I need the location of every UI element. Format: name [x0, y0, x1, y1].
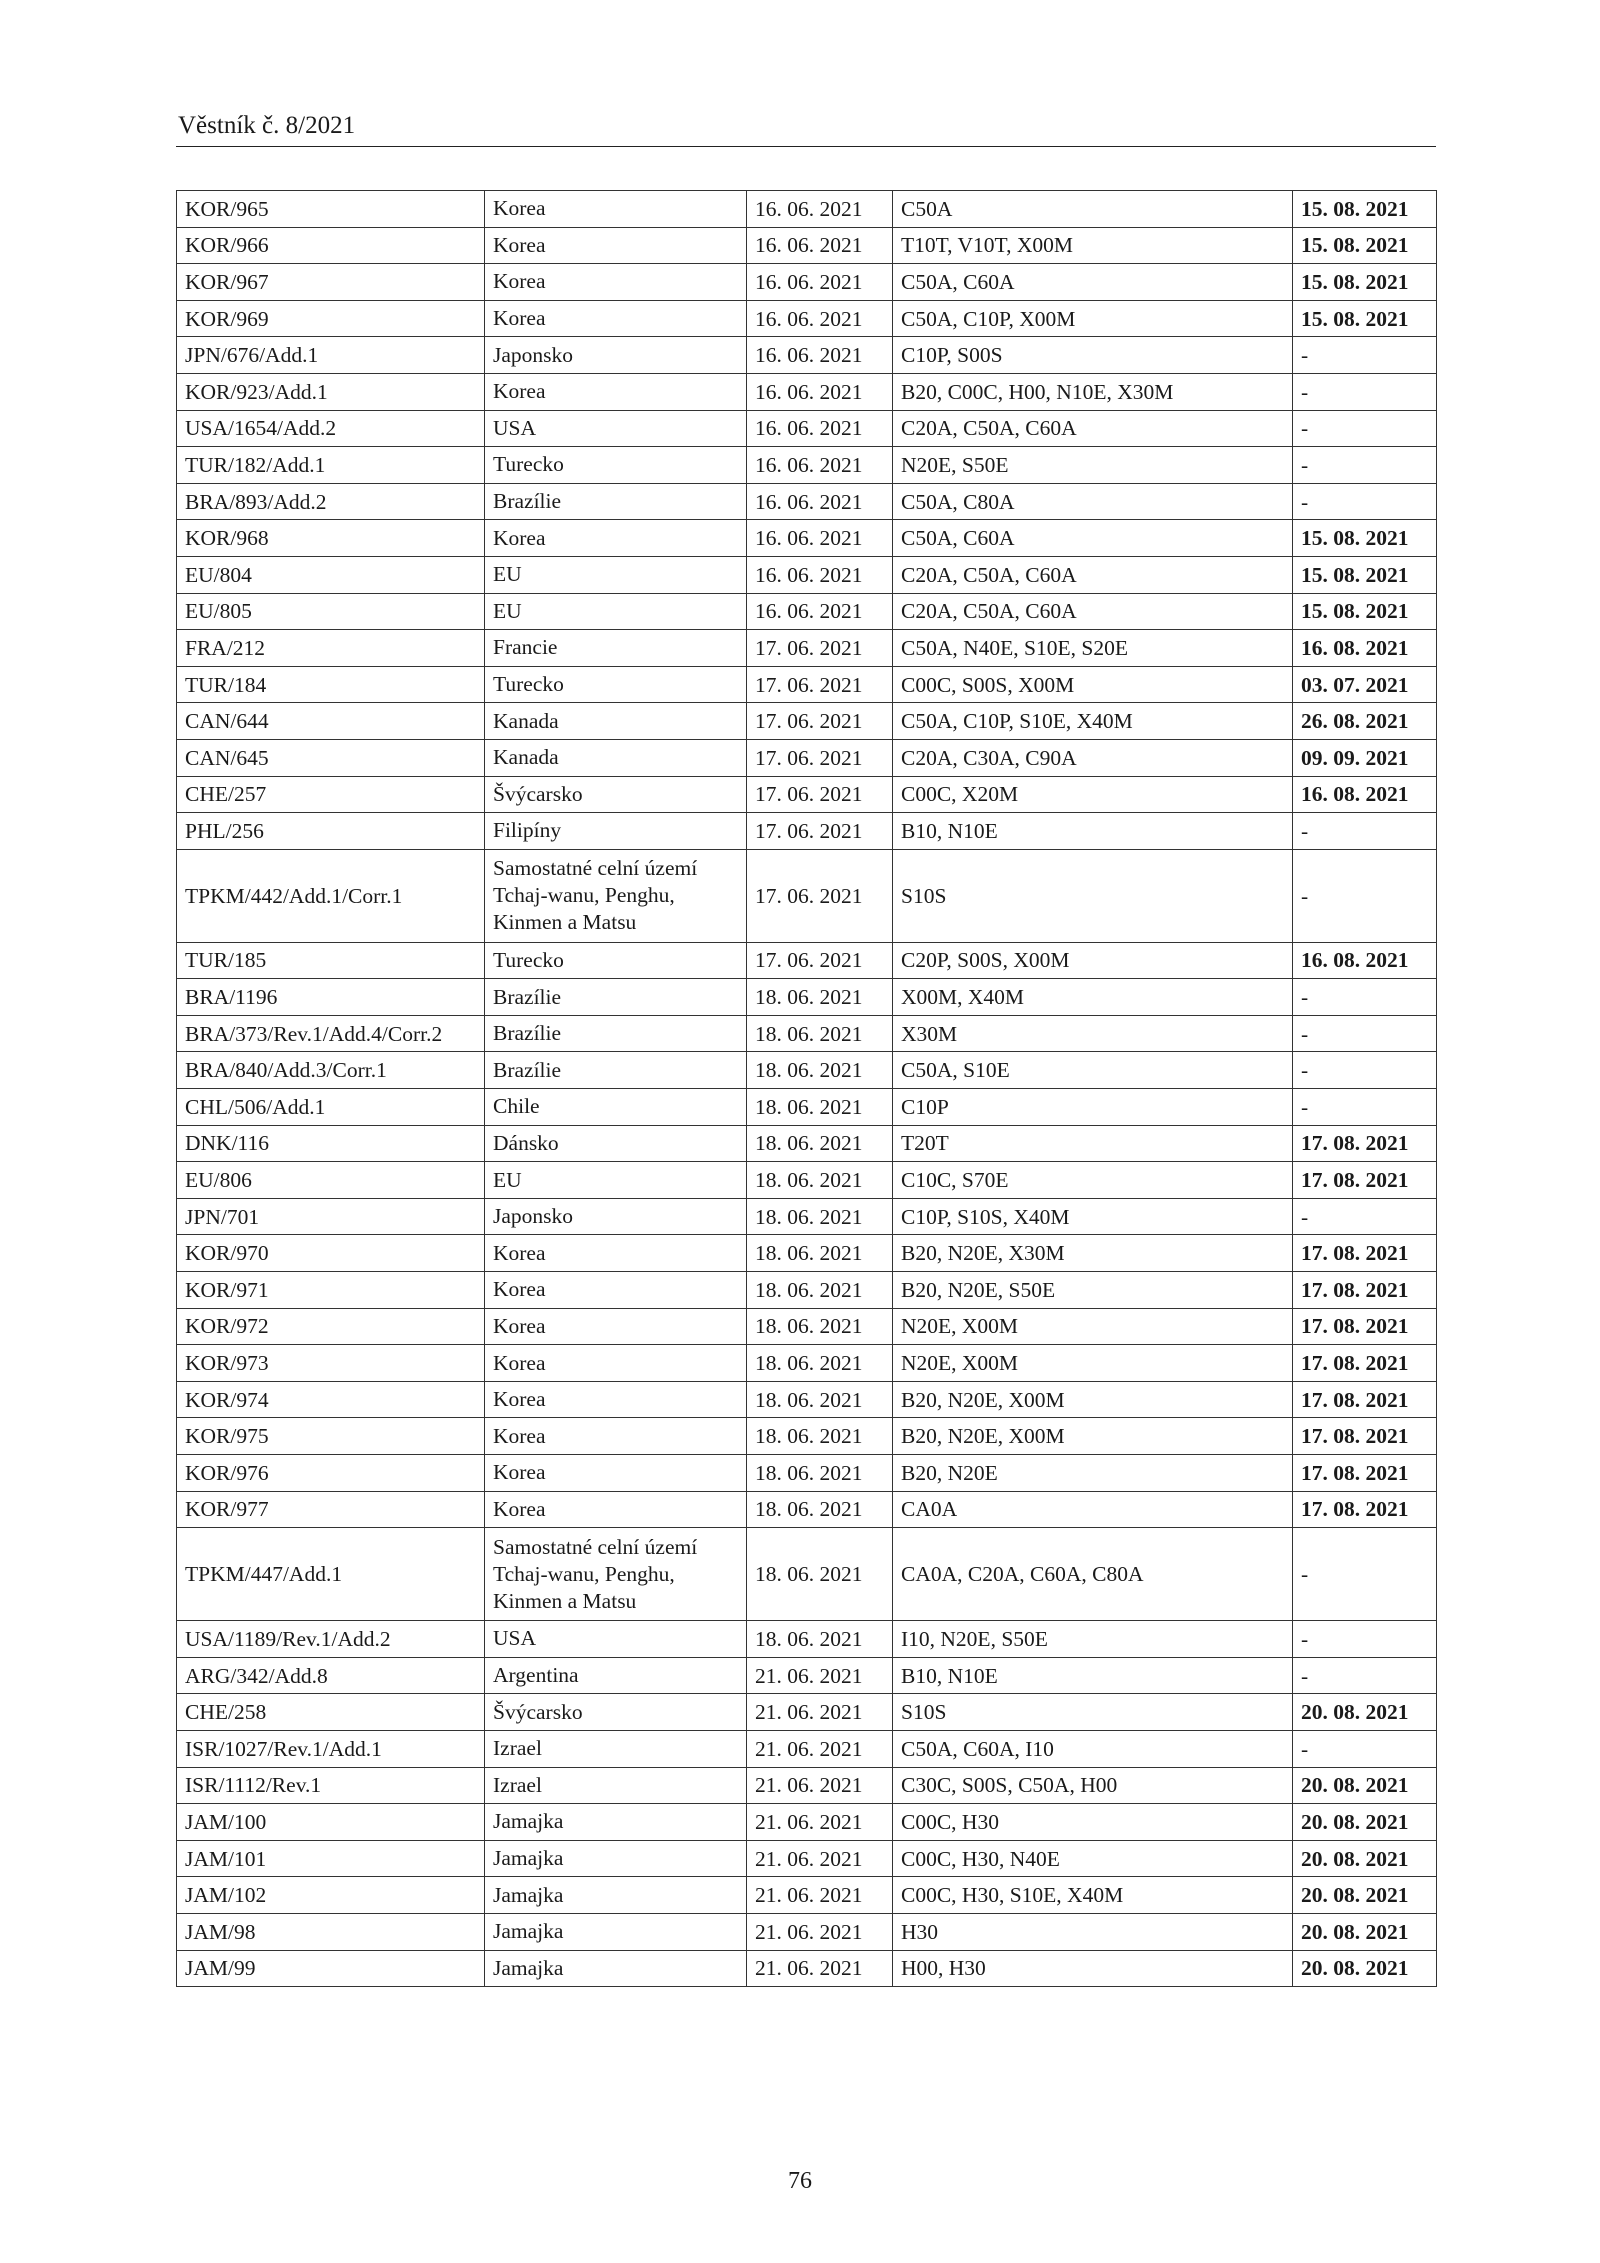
table-row [177, 776, 1437, 813]
page-header [176, 110, 1436, 147]
table-row [177, 1235, 1437, 1272]
document-code-cell: TPKM/447/Add.1 [177, 1528, 485, 1621]
table-row [177, 337, 1437, 374]
country-cell: Izrael [485, 1767, 747, 1804]
product-codes-cell: B20, N20E, X00M [893, 1418, 1293, 1455]
document-code-cell: KOR/923/Add.1 [177, 373, 485, 410]
country-cell: Brazílie [485, 1052, 747, 1089]
date-cell: 21. 06. 2021 [747, 1767, 893, 1804]
country-cell: Korea [485, 520, 747, 557]
date-cell: 21. 06. 2021 [747, 1730, 893, 1767]
date-cell: 18. 06. 2021 [747, 1381, 893, 1418]
country-cell: Japonsko [485, 1198, 747, 1235]
table-body [177, 191, 1437, 1987]
product-codes-cell: B10, N10E [893, 813, 1293, 850]
product-codes-cell: C20A, C30A, C90A [893, 739, 1293, 776]
deadline-cell: - [1293, 1015, 1437, 1052]
journal-title: Věstník č. 8/2021 [178, 112, 356, 139]
product-codes-cell: S10S [893, 849, 1293, 942]
product-codes-cell: C50A, C60A, I10 [893, 1730, 1293, 1767]
date-cell: 21. 06. 2021 [747, 1804, 893, 1841]
deadline-cell: 17. 08. 2021 [1293, 1455, 1437, 1492]
table-row [177, 1125, 1437, 1162]
product-codes-cell: B20, N20E, X30M [893, 1235, 1293, 1272]
country-cell: Brazílie [485, 483, 747, 520]
table-row [177, 1455, 1437, 1492]
deadline-cell: - [1293, 849, 1437, 942]
notifications-table [176, 190, 1437, 1987]
deadline-cell: - [1293, 1089, 1437, 1126]
country-cell: Švýcarsko [485, 776, 747, 813]
country-cell: Argentina [485, 1657, 747, 1694]
date-cell: 16. 06. 2021 [747, 300, 893, 337]
document-code-cell: ISR/1027/Rev.1/Add.1 [177, 1730, 485, 1767]
product-codes-cell: C00C, H30, S10E, X40M [893, 1877, 1293, 1914]
product-codes-cell: C10C, S70E [893, 1162, 1293, 1199]
document-code-cell: BRA/1196 [177, 979, 485, 1016]
document-code-cell: FRA/212 [177, 630, 485, 667]
table-row [177, 1491, 1437, 1528]
document-code-cell: JAM/98 [177, 1913, 485, 1950]
date-cell: 21. 06. 2021 [747, 1913, 893, 1950]
product-codes-cell: H30 [893, 1913, 1293, 1950]
country-cell: Korea [485, 300, 747, 337]
deadline-cell: 17. 08. 2021 [1293, 1491, 1437, 1528]
country-cell: Japonsko [485, 337, 747, 374]
deadline-cell: - [1293, 373, 1437, 410]
date-cell: 18. 06. 2021 [747, 1015, 893, 1052]
date-cell: 18. 06. 2021 [747, 1162, 893, 1199]
product-codes-cell: C50A, C60A [893, 520, 1293, 557]
document-code-cell: EU/806 [177, 1162, 485, 1199]
country-cell: Brazílie [485, 979, 747, 1016]
document-code-cell: PHL/256 [177, 813, 485, 850]
deadline-cell: 17. 08. 2021 [1293, 1125, 1437, 1162]
date-cell: 16. 06. 2021 [747, 520, 893, 557]
deadline-cell: 15. 08. 2021 [1293, 227, 1437, 264]
country-cell: Korea [485, 1272, 747, 1309]
document-code-cell: CAN/644 [177, 703, 485, 740]
table-row [177, 849, 1437, 942]
table-row [177, 1877, 1437, 1914]
country-cell: EU [485, 556, 747, 593]
deadline-cell: 17. 08. 2021 [1293, 1418, 1437, 1455]
table-row [177, 1840, 1437, 1877]
table-row [177, 227, 1437, 264]
country-cell: Dánsko [485, 1125, 747, 1162]
deadline-cell: - [1293, 1621, 1437, 1658]
document-code-cell: KOR/970 [177, 1235, 485, 1272]
country-cell: USA [485, 410, 747, 447]
date-cell: 18. 06. 2021 [747, 1052, 893, 1089]
country-cell: Brazílie [485, 1015, 747, 1052]
date-cell: 16. 06. 2021 [747, 337, 893, 374]
deadline-cell: 17. 08. 2021 [1293, 1345, 1437, 1382]
country-cell: Samostatné celní území Tchaj-wanu, Penghu, Kinmen a Matsu [485, 1528, 747, 1621]
date-cell: 17. 06. 2021 [747, 703, 893, 740]
date-cell: 21. 06. 2021 [747, 1657, 893, 1694]
deadline-cell: - [1293, 1052, 1437, 1089]
deadline-cell: 15. 08. 2021 [1293, 520, 1437, 557]
product-codes-cell: T20T [893, 1125, 1293, 1162]
country-cell: Turecko [485, 666, 747, 703]
date-cell: 16. 06. 2021 [747, 556, 893, 593]
deadline-cell: 15. 08. 2021 [1293, 300, 1437, 337]
date-cell: 18. 06. 2021 [747, 1418, 893, 1455]
table-row [177, 1657, 1437, 1694]
date-cell: 18. 06. 2021 [747, 1272, 893, 1309]
deadline-cell: - [1293, 1730, 1437, 1767]
product-codes-cell: X00M, X40M [893, 979, 1293, 1016]
date-cell: 16. 06. 2021 [747, 227, 893, 264]
product-codes-cell: X30M [893, 1015, 1293, 1052]
document-code-cell: CHE/258 [177, 1694, 485, 1731]
table-row [177, 630, 1437, 667]
table-row [177, 1272, 1437, 1309]
date-cell: 21. 06. 2021 [747, 1950, 893, 1987]
country-cell: Kanada [485, 703, 747, 740]
table-row [177, 520, 1437, 557]
product-codes-cell: N20E, X00M [893, 1308, 1293, 1345]
document-code-cell: TUR/182/Add.1 [177, 447, 485, 484]
product-codes-cell: C50A, C80A [893, 483, 1293, 520]
table-row [177, 1418, 1437, 1455]
product-codes-cell: C20A, C50A, C60A [893, 410, 1293, 447]
country-cell: Kanada [485, 739, 747, 776]
country-cell: Korea [485, 1235, 747, 1272]
product-codes-cell: CA0A [893, 1491, 1293, 1528]
deadline-cell: 20. 08. 2021 [1293, 1950, 1437, 1987]
product-codes-cell: CA0A, C20A, C60A, C80A [893, 1528, 1293, 1621]
country-cell: Jamajka [485, 1877, 747, 1914]
document-code-cell: EU/804 [177, 556, 485, 593]
product-codes-cell: C10P, S00S [893, 337, 1293, 374]
document-code-cell: KOR/973 [177, 1345, 485, 1382]
country-cell: Korea [485, 227, 747, 264]
deadline-cell: - [1293, 410, 1437, 447]
document-code-cell: KOR/969 [177, 300, 485, 337]
country-cell: Korea [485, 1491, 747, 1528]
document-code-cell: JAM/100 [177, 1804, 485, 1841]
table-row [177, 1950, 1437, 1987]
country-cell: Jamajka [485, 1950, 747, 1987]
document-code-cell: TUR/185 [177, 942, 485, 979]
product-codes-cell: C50A, N40E, S10E, S20E [893, 630, 1293, 667]
deadline-cell: - [1293, 447, 1437, 484]
document-code-cell: KOR/967 [177, 264, 485, 301]
product-codes-cell: C10P, S10S, X40M [893, 1198, 1293, 1235]
document-code-cell: EU/805 [177, 593, 485, 630]
table-row [177, 813, 1437, 850]
country-cell: EU [485, 593, 747, 630]
country-cell: Turecko [485, 447, 747, 484]
deadline-cell: 16. 08. 2021 [1293, 630, 1437, 667]
deadline-cell: 09. 09. 2021 [1293, 739, 1437, 776]
product-codes-cell: B20, N20E [893, 1455, 1293, 1492]
document-code-cell: TUR/184 [177, 666, 485, 703]
document-code-cell: JAM/101 [177, 1840, 485, 1877]
country-cell: Korea [485, 191, 747, 228]
deadline-cell: 17. 08. 2021 [1293, 1272, 1437, 1309]
table-row [177, 1694, 1437, 1731]
table-row [177, 447, 1437, 484]
deadline-cell: 26. 08. 2021 [1293, 703, 1437, 740]
table-row [177, 1381, 1437, 1418]
deadline-cell: - [1293, 483, 1437, 520]
date-cell: 18. 06. 2021 [747, 1198, 893, 1235]
table-row [177, 264, 1437, 301]
deadline-cell: 20. 08. 2021 [1293, 1913, 1437, 1950]
deadline-cell: - [1293, 979, 1437, 1016]
date-cell: 18. 06. 2021 [747, 1125, 893, 1162]
table-row [177, 942, 1437, 979]
deadline-cell: 20. 08. 2021 [1293, 1804, 1437, 1841]
table-row [177, 703, 1437, 740]
table-row [177, 1528, 1437, 1621]
product-codes-cell: S10S [893, 1694, 1293, 1731]
date-cell: 21. 06. 2021 [747, 1694, 893, 1731]
deadline-cell: 17. 08. 2021 [1293, 1162, 1437, 1199]
product-codes-cell: C50A, C10P, X00M [893, 300, 1293, 337]
deadline-cell: - [1293, 1198, 1437, 1235]
country-cell: Izrael [485, 1730, 747, 1767]
product-codes-cell: B20, N20E, S50E [893, 1272, 1293, 1309]
country-cell: USA [485, 1621, 747, 1658]
country-cell: Korea [485, 373, 747, 410]
document-code-cell: JPN/701 [177, 1198, 485, 1235]
deadline-cell: 17. 08. 2021 [1293, 1235, 1437, 1272]
table-row [177, 556, 1437, 593]
table-row [177, 1804, 1437, 1841]
date-cell: 18. 06. 2021 [747, 1235, 893, 1272]
document-code-cell: JAM/102 [177, 1877, 485, 1914]
date-cell: 18. 06. 2021 [747, 1621, 893, 1658]
date-cell: 17. 06. 2021 [747, 776, 893, 813]
table-row [177, 1621, 1437, 1658]
product-codes-cell: C50A, S10E [893, 1052, 1293, 1089]
date-cell: 16. 06. 2021 [747, 447, 893, 484]
date-cell: 17. 06. 2021 [747, 849, 893, 942]
deadline-cell: 20. 08. 2021 [1293, 1767, 1437, 1804]
country-cell: Korea [485, 1308, 747, 1345]
date-cell: 16. 06. 2021 [747, 373, 893, 410]
deadline-cell: 03. 07. 2021 [1293, 666, 1437, 703]
date-cell: 17. 06. 2021 [747, 739, 893, 776]
table-row [177, 1052, 1437, 1089]
date-cell: 18. 06. 2021 [747, 1528, 893, 1621]
document-code-cell: KOR/975 [177, 1418, 485, 1455]
table-row [177, 410, 1437, 447]
country-cell: Jamajka [485, 1913, 747, 1950]
deadline-cell: 15. 08. 2021 [1293, 593, 1437, 630]
document-code-cell: JAM/99 [177, 1950, 485, 1987]
country-cell: Korea [485, 1418, 747, 1455]
table-row [177, 1345, 1437, 1382]
product-codes-cell: C50A [893, 191, 1293, 228]
deadline-cell: 15. 08. 2021 [1293, 556, 1437, 593]
product-codes-cell: I10, N20E, S50E [893, 1621, 1293, 1658]
deadline-cell: 20. 08. 2021 [1293, 1840, 1437, 1877]
product-codes-cell: B10, N10E [893, 1657, 1293, 1694]
country-cell: Korea [485, 1381, 747, 1418]
product-codes-cell: C00C, X20M [893, 776, 1293, 813]
deadline-cell: 17. 08. 2021 [1293, 1381, 1437, 1418]
table-row [177, 1913, 1437, 1950]
date-cell: 21. 06. 2021 [747, 1877, 893, 1914]
country-cell: EU [485, 1162, 747, 1199]
date-cell: 17. 06. 2021 [747, 942, 893, 979]
table-row [177, 1089, 1437, 1126]
country-cell: Filipíny [485, 813, 747, 850]
table-row [177, 483, 1437, 520]
deadline-cell: - [1293, 813, 1437, 850]
document-code-cell: JPN/676/Add.1 [177, 337, 485, 374]
product-codes-cell: C00C, S00S, X00M [893, 666, 1293, 703]
document-code-cell: TPKM/442/Add.1/Corr.1 [177, 849, 485, 942]
country-cell: Jamajka [485, 1804, 747, 1841]
product-codes-cell: C50A, C10P, S10E, X40M [893, 703, 1293, 740]
country-cell: Švýcarsko [485, 1694, 747, 1731]
product-codes-cell: B20, N20E, X00M [893, 1381, 1293, 1418]
document-code-cell: CAN/645 [177, 739, 485, 776]
product-codes-cell: C30C, S00S, C50A, H00 [893, 1767, 1293, 1804]
country-cell: Korea [485, 264, 747, 301]
table-row [177, 300, 1437, 337]
product-codes-cell: N20E, X00M [893, 1345, 1293, 1382]
product-codes-cell: B20, C00C, H00, N10E, X30M [893, 373, 1293, 410]
document-code-cell: KOR/974 [177, 1381, 485, 1418]
product-codes-cell: C20A, C50A, C60A [893, 556, 1293, 593]
document-code-cell: ARG/342/Add.8 [177, 1657, 485, 1694]
document-code-cell: CHL/506/Add.1 [177, 1089, 485, 1126]
deadline-cell: - [1293, 1657, 1437, 1694]
product-codes-cell: H00, H30 [893, 1950, 1293, 1987]
product-codes-cell: N20E, S50E [893, 447, 1293, 484]
date-cell: 17. 06. 2021 [747, 666, 893, 703]
document-code-cell: KOR/971 [177, 1272, 485, 1309]
table-row [177, 1162, 1437, 1199]
deadline-cell: 20. 08. 2021 [1293, 1694, 1437, 1731]
date-cell: 16. 06. 2021 [747, 264, 893, 301]
deadline-cell: 16. 08. 2021 [1293, 776, 1437, 813]
product-codes-cell: C10P [893, 1089, 1293, 1126]
date-cell: 18. 06. 2021 [747, 1345, 893, 1382]
deadline-cell: 15. 08. 2021 [1293, 264, 1437, 301]
country-cell: Turecko [485, 942, 747, 979]
date-cell: 16. 06. 2021 [747, 191, 893, 228]
country-cell: Jamajka [485, 1840, 747, 1877]
table-row [177, 666, 1437, 703]
country-cell: Chile [485, 1089, 747, 1126]
table-row [177, 1767, 1437, 1804]
table-row [177, 979, 1437, 1016]
document-code-cell: DNK/116 [177, 1125, 485, 1162]
date-cell: 16. 06. 2021 [747, 410, 893, 447]
date-cell: 18. 06. 2021 [747, 1089, 893, 1126]
date-cell: 18. 06. 2021 [747, 1455, 893, 1492]
document-code-cell: USA/1654/Add.2 [177, 410, 485, 447]
date-cell: 17. 06. 2021 [747, 630, 893, 667]
document-code-cell: KOR/966 [177, 227, 485, 264]
table-row [177, 739, 1437, 776]
country-cell: Francie [485, 630, 747, 667]
table-row [177, 1015, 1437, 1052]
deadline-cell: 20. 08. 2021 [1293, 1877, 1437, 1914]
product-codes-cell: T10T, V10T, X00M [893, 227, 1293, 264]
page-number: 76 [788, 2168, 812, 2194]
country-cell: Korea [485, 1455, 747, 1492]
date-cell: 18. 06. 2021 [747, 979, 893, 1016]
document-code-cell: CHE/257 [177, 776, 485, 813]
table-row [177, 1198, 1437, 1235]
deadline-cell: 15. 08. 2021 [1293, 191, 1437, 228]
product-codes-cell: C20A, C50A, C60A [893, 593, 1293, 630]
country-cell: Korea [485, 1345, 747, 1382]
deadline-cell: 17. 08. 2021 [1293, 1308, 1437, 1345]
document-code-cell: KOR/968 [177, 520, 485, 557]
document-code-cell: KOR/976 [177, 1455, 485, 1492]
document-code-cell: BRA/840/Add.3/Corr.1 [177, 1052, 485, 1089]
document-code-cell: BRA/893/Add.2 [177, 483, 485, 520]
table-row [177, 373, 1437, 410]
deadline-cell: - [1293, 1528, 1437, 1621]
date-cell: 16. 06. 2021 [747, 593, 893, 630]
country-cell: Samostatné celní území Tchaj-wanu, Penghu, Kinmen a Matsu [485, 849, 747, 942]
document-code-cell: KOR/965 [177, 191, 485, 228]
date-cell: 17. 06. 2021 [747, 813, 893, 850]
product-codes-cell: C50A, C60A [893, 264, 1293, 301]
product-codes-cell: C00C, H30, N40E [893, 1840, 1293, 1877]
table-row [177, 1308, 1437, 1345]
deadline-cell: 16. 08. 2021 [1293, 942, 1437, 979]
deadline-cell: - [1293, 337, 1437, 374]
product-codes-cell: C20P, S00S, X00M [893, 942, 1293, 979]
document-code-cell: USA/1189/Rev.1/Add.2 [177, 1621, 485, 1658]
date-cell: 21. 06. 2021 [747, 1840, 893, 1877]
document-code-cell: BRA/373/Rev.1/Add.4/Corr.2 [177, 1015, 485, 1052]
table-row [177, 191, 1437, 228]
document-code-cell: ISR/1112/Rev.1 [177, 1767, 485, 1804]
table-row [177, 1730, 1437, 1767]
document-code-cell: KOR/977 [177, 1491, 485, 1528]
table-row [177, 593, 1437, 630]
product-codes-cell: C00C, H30 [893, 1804, 1293, 1841]
date-cell: 18. 06. 2021 [747, 1491, 893, 1528]
date-cell: 16. 06. 2021 [747, 483, 893, 520]
document-code-cell: KOR/972 [177, 1308, 485, 1345]
date-cell: 18. 06. 2021 [747, 1308, 893, 1345]
